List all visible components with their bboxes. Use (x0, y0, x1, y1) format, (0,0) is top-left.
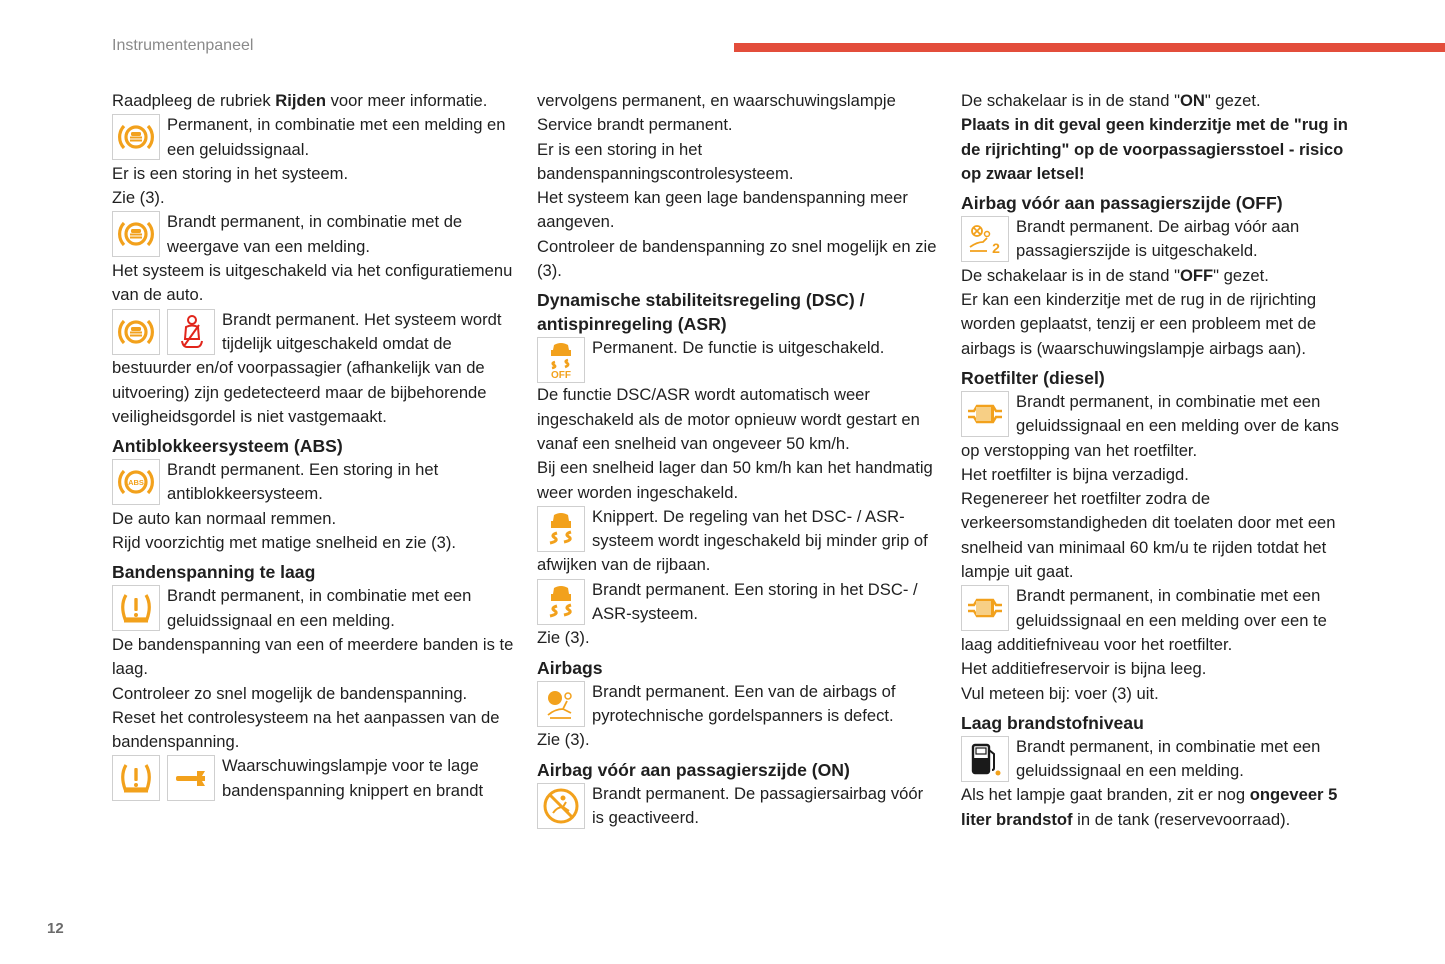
fuel-pump-icon (961, 736, 1009, 782)
heading-low-fuel: Laag brandstofniveau (961, 712, 1144, 733)
warning-entry: Knippert. De regeling van het DSC- / ASR-systeem wordt ingeschakeld bij minder grip of afwijken van de rijbaan. (537, 506, 928, 575)
brake-assist-icon (112, 309, 160, 355)
svg-text:OFF: OFF (551, 370, 571, 380)
heading-particle-filter: Roetfilter (diesel) (961, 367, 1105, 388)
safety-warning: Plaats in dit geval geen kinderzitje met de "rug in de rijrichting" op de voorpassagiersstoel - risico op zwaar letsel! (961, 115, 1348, 183)
column-3: De schakelaar is in de stand "ON" gezet. Plaats in dit geval geen kinderzitje met de "rug in de rijrichting" op de voorpassagiersstoel - risico op zwaar letsel! Airbag vóór aan passagierszijde (OFF) 2 Brandt permanent. De airbag vóór aan passagierszijde is uitgeschakeld. De schakelaar is in de stand "OFF" gezet. Er kan een kinderzitje met de rug in de rijrichting worden geplaatst, tenzij er een probleem met de airbags is (waarschuwingslampje airbags aan). Roetfilter (diesel) Brandt permanent, in combinatie met een geluidssignaal en een melding over de kans op verstopping van het roetfilter. Het roetfilter is bijna verzadigd. Regenereer het roetfilter zodra de verkeersomstandigheden dit toelaten door met een snelheid van minimaal 60 km/u te rijden totdat het lampje uit gaat. Brandt permanent, in combinatie met een geluidssignaal en een melding over een te laag additiefniveau voor het roetfilter. Het additiefreservoir is bijna leeg. Vul meteen bij: voer (3) uit. Laag brandstofniveau Brandt permanent, in combinatie met een geluidssignaal en een melding. Als het lampje gaat branden, zit er nog ongeveer 5 liter brandstof in de tank (reservevoorraad). (961, 89, 1361, 832)
svg-text:2: 2 (992, 240, 1000, 257)
particle-filter-icon (961, 391, 1009, 437)
intro-paragraph: Raadpleeg de rubriek Rijden voor meer informatie. (112, 91, 488, 110)
tyre-pressure-icon (112, 755, 160, 801)
section-title: Instrumentenpaneel (112, 37, 254, 54)
brake-assist-icon (112, 114, 160, 160)
warning-entry: Brandt permanent. Het systeem wordt tijdelijk uitgeschakeld omdat de bestuurder en/of voorpassagier (afhankelijk van de uitvoering) zijn gedetecteerd maar de bijbehorende veiligheidsgordel is niet vastgemaakt. (112, 309, 502, 426)
dsc-off-icon (537, 337, 585, 383)
heading-airbags: Airbags (537, 657, 603, 678)
column-1: Raadpleeg de rubriek Rijden voor meer informatie. Permanent, in combinatie met een melding en een geluidssignaal. Er is een storing in het systeem. Zie (3). Brandt permanent, in combinatie met de weergave van een melding. Het systeem is uitgeschakeld via het configuratiemenu van de auto. Brandt permanent. Het systeem wordt tijdelijk uitgeschakeld omdat de bestuurder en/of voorpassagier (afhankelijk van de uitvoering) zijn gedetecteerd maar de bijbehorende veiligheidsgordel is niet vastgemaakt. Antiblokkeersysteem (ABS) ABS Brandt permanent. Een storing in het antiblokkeersysteem. De auto kan normaal remmen. Rijd voorzichtig met matige snelheid en zie (3). Bandenspanning te laag Brandt permanent, in combinatie met een geluidssignaal en een melding. De bandenspanning van een of meerdere banden is te laag. Controleer zo snel mogelijk de bandenspanning. Reset het controlesysteem na het aanpassen van de bandenspanning. Waarschuwingslampje voor te lage bandenspanning knippert en brandt (112, 89, 517, 803)
heading-passenger-airbag-off: Airbag vóór aan passagierszijde (OFF) (961, 193, 1283, 214)
heading-dsc-asr: Dynamische stabiliteitsregeling (DSC) / antispinregeling (ASR) (537, 290, 865, 335)
warning-entry: Brandt permanent, in combinatie met de weergave van een melding. (112, 210, 517, 259)
heading-abs: Antiblokkeersysteem (ABS) (112, 436, 343, 457)
column-2: vervolgens permanent, en waarschuwingslampje Service brandt permanent. Er is een storing in het bandenspanningscontrolesysteem. Het systeem kan geen lage bandenspanning meer aangeven. Controleer de bandenspanning zo snel mogelijk en zie (3). Dynamische stabiliteitsregeling (DSC) / antispinregeling (ASR) OFF Permanent. De functie is uitgeschakeld. De functie DSC/ASR wordt automatisch weer ingeschakeld als de motor opnieuw wordt gestart en vanaf een snelheid van ongeveer 50 km/h. Bij een snelheid lager dan 50 km/h kan het handmatig weer worden ingeschakeld. Knippert. De regeling van het DSC- / ASR-systeem wordt ingeschakeld bij minder grip of afwijken van de rijbaan. Brandt permanent. Een storing in het DSC- / ASR-systeem. Zie (3). Airbags Brandt permanent. Een van de airbags of pyrotechnische gordelspanners is defect. Zie (3). Airbag vóór aan passagierszijde (ON) Brandt permanent. De passagiersairbag vóór is geactiveerd. (537, 89, 937, 830)
warning-entry: Permanent, in combinatie met een melding en een geluidssignaal. (112, 113, 517, 162)
service-wrench-icon (167, 755, 215, 801)
brake-assist-icon (112, 211, 160, 257)
particle-filter-icon (961, 585, 1009, 631)
tyre-pressure-icon (112, 585, 160, 631)
svg-text:ABS: ABS (128, 478, 144, 488)
passenger-airbag-on-icon (537, 783, 585, 829)
warning-entry: OFF Permanent. De functie is uitgeschakeld. (537, 336, 937, 383)
airbag-icon (537, 681, 585, 727)
warning-entry: Brandt permanent. De passagiersairbag vóór is geactiveerd. (537, 782, 937, 831)
warning-entry: 2 Brandt permanent. De airbag vóór aan passagierszijde is uitgeschakeld. (961, 215, 1361, 264)
warning-entry: Brandt permanent, in combinatie met een geluidssignaal en een melding. (112, 584, 517, 633)
passenger-airbag-off-icon (961, 216, 1009, 262)
link-rijden: Rijden (275, 91, 326, 110)
header-accent-bar (734, 43, 1445, 52)
seatbelt-icon (167, 309, 215, 355)
page-number: 12 (47, 920, 64, 937)
warning-entry: ABS Brandt permanent. Een storing in het antiblokkeersysteem. (112, 458, 517, 507)
heading-tyre-pressure: Bandenspanning te laag (112, 562, 316, 583)
dsc-icon (537, 579, 585, 625)
warning-entry: Brandt permanent, in combinatie met een geluidssignaal en een melding over de kans op verstopping van het roetfilter. (961, 391, 1339, 460)
heading-passenger-airbag-on: Airbag vóór aan passagierszijde (ON) (537, 759, 850, 780)
abs-icon (112, 459, 160, 505)
dsc-icon (537, 506, 585, 552)
warning-entry: Brandt permanent, in combinatie met een geluidssignaal en een melding over een te laag additiefniveau voor het roetfilter. (961, 586, 1327, 654)
warning-entry: Waarschuwingslampje voor te lage bandenspanning knippert en brandt (112, 754, 517, 803)
warning-entry: Brandt permanent. Een storing in het DSC- / ASR-systeem. (537, 578, 937, 627)
warning-entry: Brandt permanent, in combinatie met een geluidssignaal en een melding. (961, 735, 1361, 784)
warning-entry: Brandt permanent. Een van de airbags of pyrotechnische gordelspanners is defect. (537, 680, 937, 729)
